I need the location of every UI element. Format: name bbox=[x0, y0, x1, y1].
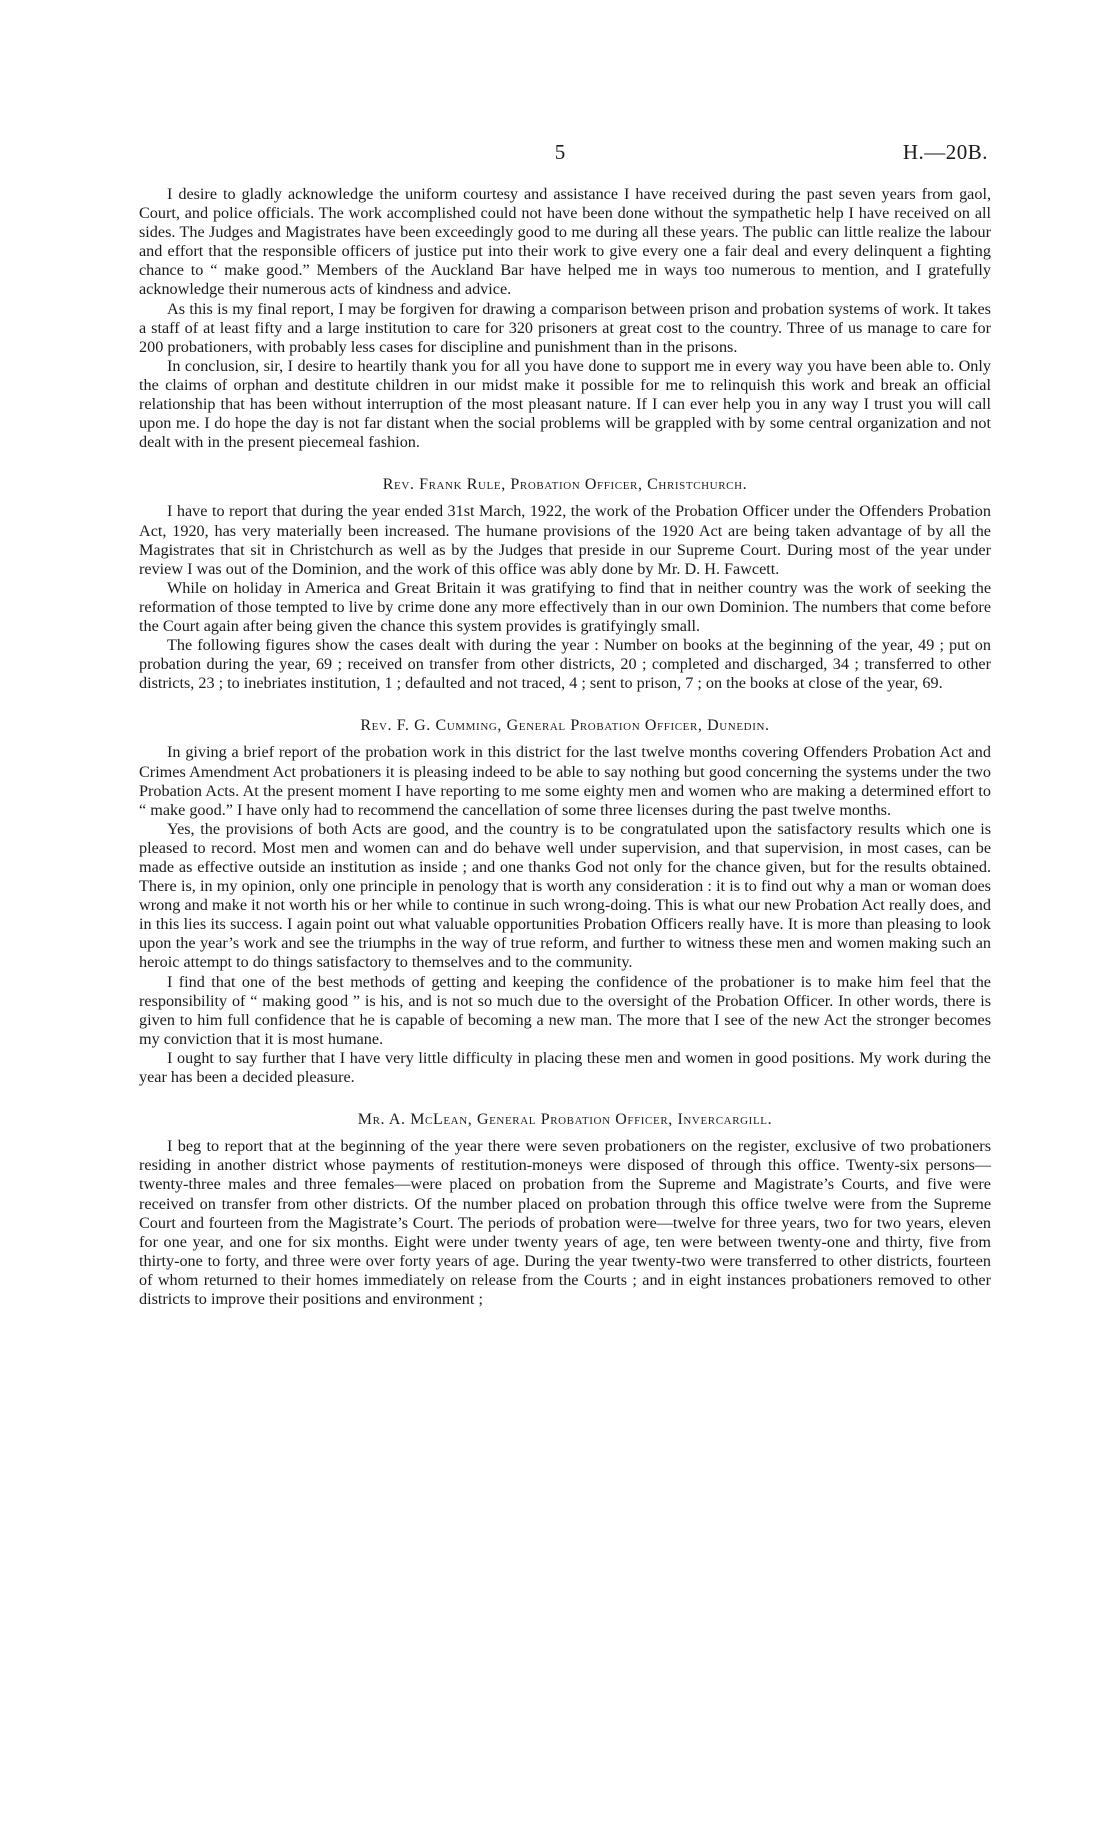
section-heading: Mr. A. McLean, General Probation Officer, Invercargill. bbox=[357, 1111, 773, 1129]
paragraph: I beg to report that at the beginning of the year there were seven probationers on the register, exclusive of two probationers residing in another district whose payments of restitution-moneys were disposed of through this office. Twenty-six persons—twenty-three males and three females—were placed on probation from the Supreme and Magistrate’s Courts, and five were received on transfer from other districts. Of the number placed on probation through this office twelve were from the Supreme Court and fourteen from the Magistrate’s Court. The periods of probation were—twelve for three years, two for two years, eleven for one year, and one for six months. Eight were under twenty years of age, ten were between twenty-one and thirty, five from thirty-one to forty, and three were over forty years of age. During the year twenty-two were transferred to other districts, fourteen of whom returned to their homes immediately on release from the Courts ; and in eight instances probationers removed to other districts to improve their positions and environment ; bbox=[139, 1137, 991, 1308]
paragraph: In giving a brief report of the probation work in this district for the last twelve months covering Offenders Probation Act and Crimes Amendment Act probationers it is pleasing indeed to be able to say nothing but good concerning the systems under the two Probation Acts. At the present moment I have reporting to me some eighty men and women who are making a determined effort to “ make good.” I have only had to recommend the cancellation of some three licenses during the past twelve months. bbox=[139, 743, 991, 819]
section-heading: Rev. F. G. Cumming, General Probation Officer, Dunedin. bbox=[360, 717, 770, 735]
invercargill-section bbox=[139, 1110, 991, 1309]
section-heading: Rev. Frank Rule, Probation Officer, Christchurch. bbox=[382, 476, 748, 494]
report-body bbox=[139, 185, 991, 1309]
paragraph: I find that one of the best methods of getting and keeping the confidence of the probationer is to make him feel that the responsibility of “ making good ” is his, and is not so much due to the oversight of the Probation Officer. In other words, there is given to him full confidence that he is capable of becoming a new man. The more that I see of the new Act the stronger becomes my conviction that it is most humane. bbox=[139, 972, 991, 1048]
dunedin-section bbox=[139, 716, 991, 1087]
paragraph: I ought to say further that I have very little difficulty in placing these men and women in good positions. My work during the year has been a decided pleasure. bbox=[139, 1048, 991, 1087]
paragraph: I desire to gladly acknowledge the uniform courtesy and assistance I have received during the past seven years from gaol, Court, and police officials. The work accomplished could not have been done without the sympathetic help I have received on all sides. The Judges and Magistrates have been exceedingly good to me during all these years. The public can little realize the labour and effort that the responsible officers of justice put into their work to give every one a fair deal and every delinquent a fighting chance to “ make good.” Members of the Auckland Bar have helped me in ways too numerous to mention, and I gratefully acknowledge their numerous acts of kindness and advice. bbox=[139, 185, 991, 299]
page-number: 5 bbox=[554, 140, 566, 164]
document-reference: H.—20B. bbox=[902, 140, 988, 164]
paragraph: As this is my final report, I may be forgiven for drawing a comparison between prison and probation systems of work. It takes a staff of at least fifty and a large institution to care for 320 prisoners at great cost to the country. Three of us manage to care for 200 probationers, with probably less cases for discipline and punishment than in the prisons. bbox=[139, 299, 991, 356]
paragraph: While on holiday in America and Great Britain it was gratifying to find that in neither country was the work of seeking the reformation of those tempted to live by crime done any more effectively than in our own Dominion. The numbers that come before the Court again after being given the chance this system provides is gratifyingly small. bbox=[139, 578, 991, 635]
christchurch-section bbox=[139, 475, 991, 693]
paragraph: In conclusion, sir, I desire to heartily thank you for all you have done to support me in every way you have been able to. Only the claims of orphan and destitute children in our midst make it possible for me to relinquish this work and break an official relationship that has been without interruption of the most pleasant nature. If I can ever help you in any way I trust you will call upon me. I do hope the day is not far distant when the social problems will be grappled with by some central organization and not dealt with in the present piecemeal fashion. bbox=[139, 356, 991, 452]
intro-section bbox=[139, 185, 991, 452]
paragraph: Yes, the provisions of both Acts are good, and the country is to be congratulated upon the satisfactory results which one is pleased to record. Most men and women can and do behave well under supervision, and that supervision, in most cases, can be made as effective outside an institution as inside ; and one thanks God not only for the chance given, but for the results obtained. There is, in my opinion, only one principle in penology that is worth any consideration : it is to find out why a man or woman does wrong and make it not worth his or her while to continue in such wrong-doing. This is what our new Probation Act really does, and in this lies its success. I again point out what valuable opportunities Probation Officers really have. It is more than pleasing to look upon the year’s work and see the triumphs in the way of true reform, and further to witness these men and women making such an heroic attempt to do things satisfactory to themselves and to the community. bbox=[139, 819, 991, 972]
paragraph: I have to report that during the year ended 31st March, 1922, the work of the Probation Officer under the Offenders Probation Act, 1920, has very materially been increased. The humane provisions of the 1920 Act are being taken advantage of by all the Magistrates that sit in Christchurch as well as by the Judges that preside in our Supreme Court. During most of the year under review I was out of the Dominion, and the work of this office was ably done by Mr. D. H. Fawcett. bbox=[139, 502, 991, 578]
paragraph: The following figures show the cases dealt with during the year : Number on books at the beginning of the year, 49 ; put on probation during the year, 69 ; received on transfer from other districts, 20 ; completed and discharged, 34 ; transferred to other districts, 23 ; to inebriates institution, 1 ; defaulted and not traced, 4 ; sent to prison, 7 ; on the books at close of the year, 69. bbox=[139, 636, 991, 693]
